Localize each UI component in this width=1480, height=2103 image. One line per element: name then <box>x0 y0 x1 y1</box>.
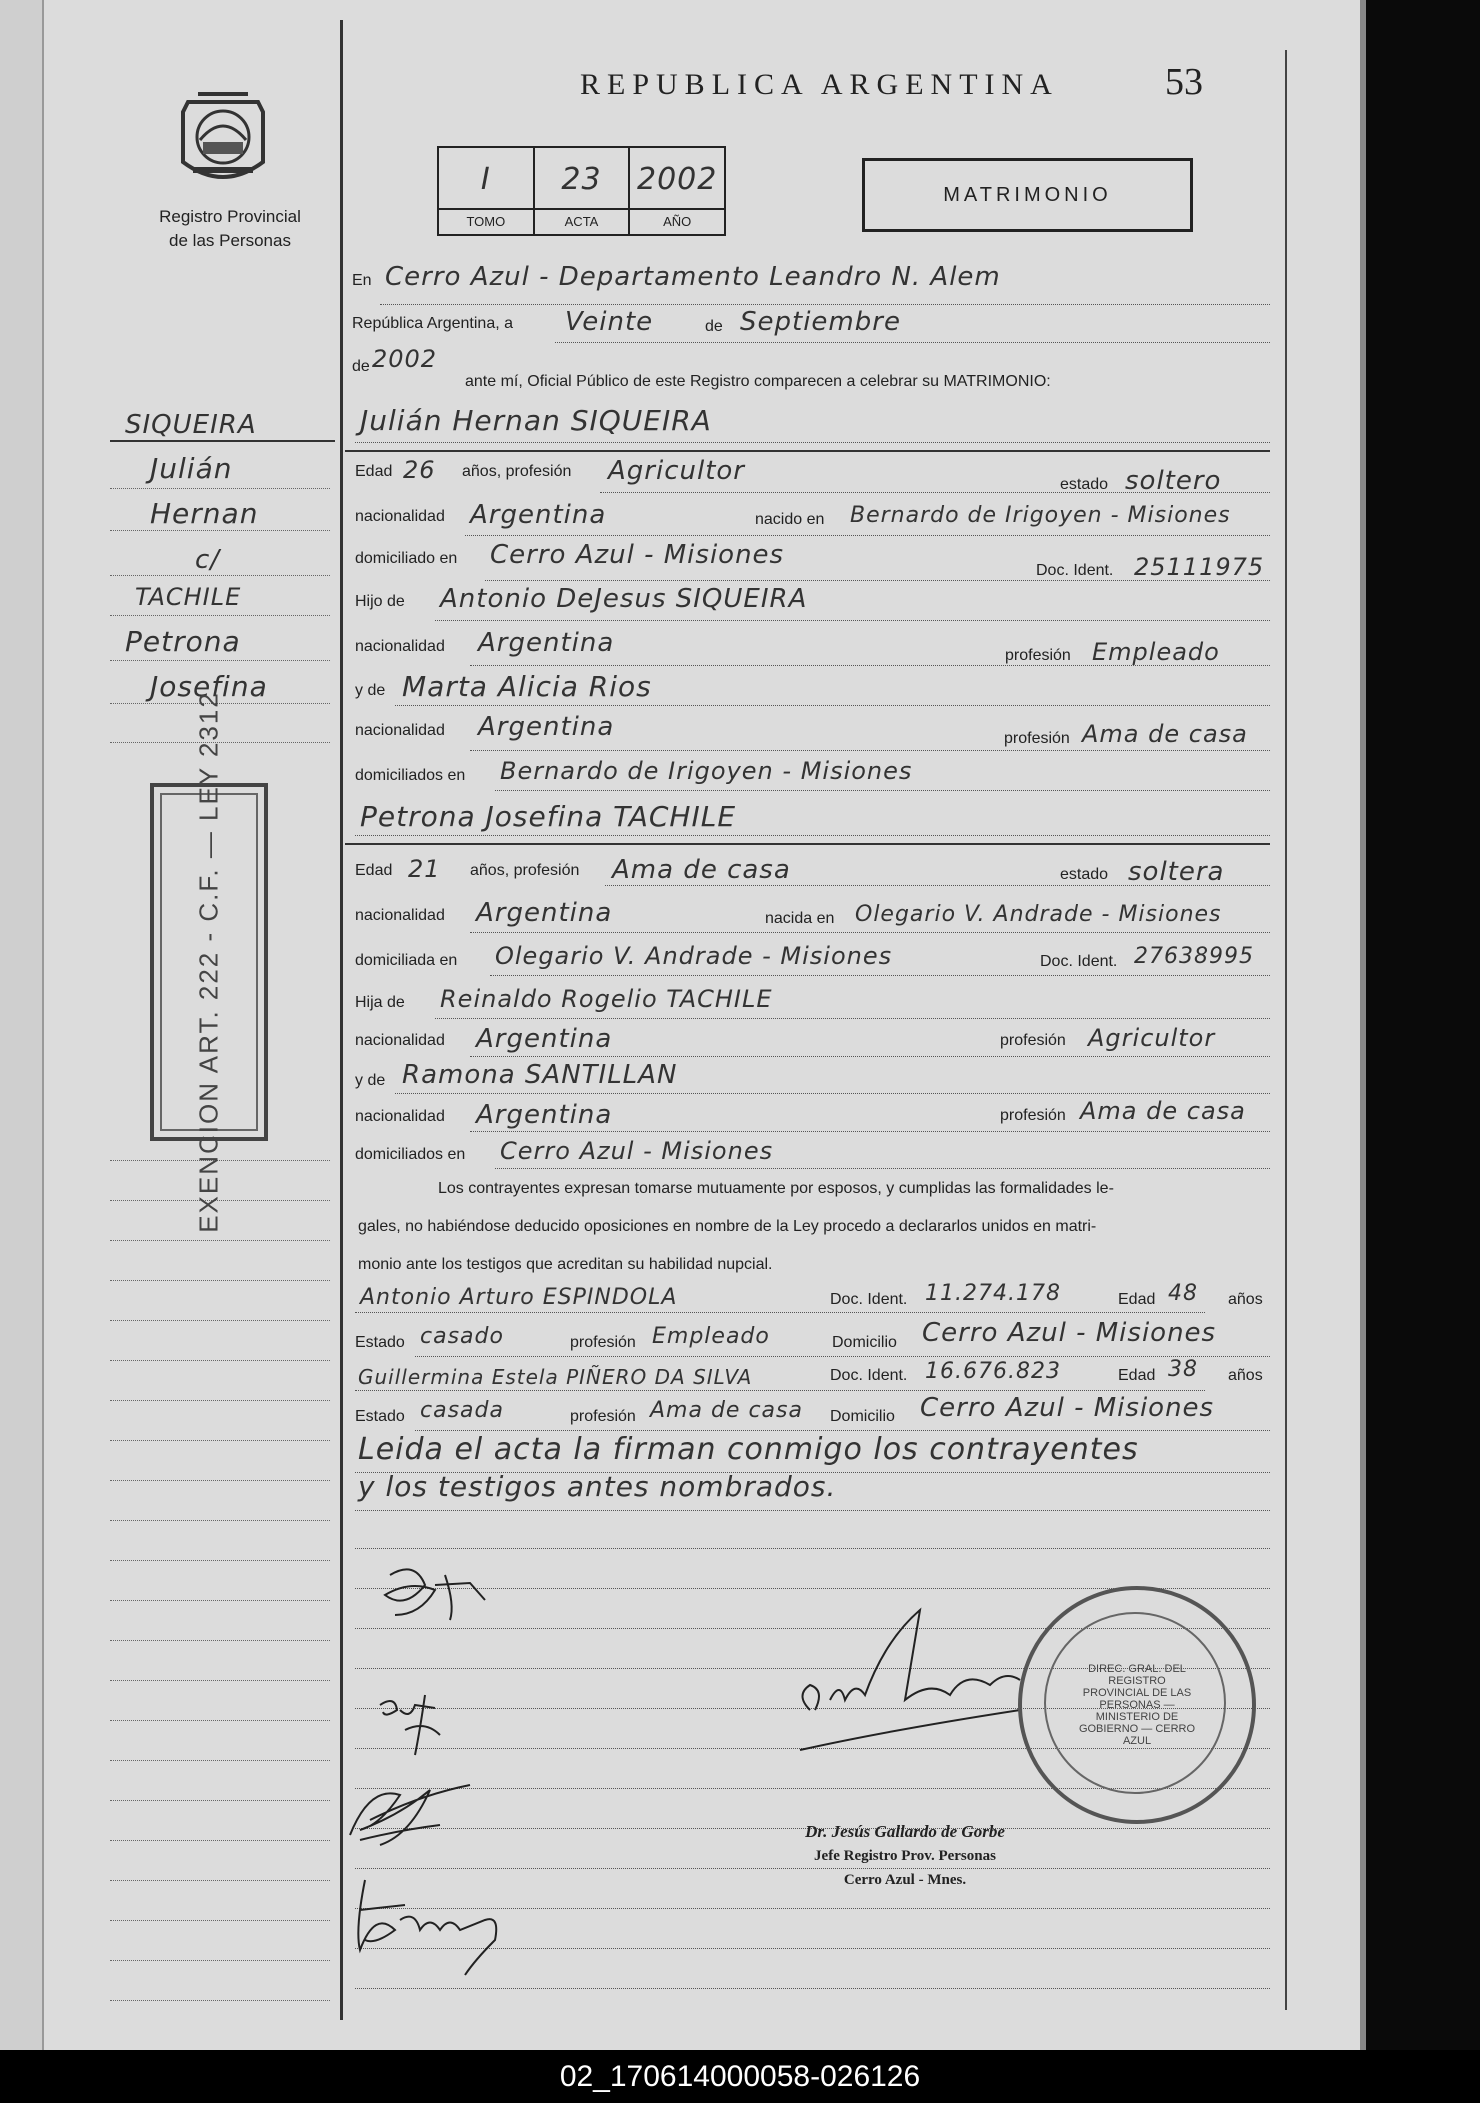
margin-rule <box>110 1280 330 1281</box>
bride-mother-nat: Argentina <box>476 1100 613 1130</box>
ante-text: ante mí, Oficial Público de este Registro comparecen a celebrar su MATRIMONIO: <box>465 373 1051 390</box>
margin-rule <box>110 1920 330 1921</box>
rule <box>470 932 1270 933</box>
witness2-profession: Ama de casa <box>650 1398 803 1423</box>
witness2-domicile: Cerro Azul - Misiones <box>920 1393 1215 1423</box>
rule <box>395 705 1270 706</box>
margin-hernan: Hernan <box>150 497 259 530</box>
margin-rule <box>110 1440 330 1441</box>
groom-father-prof: Empleado <box>1092 638 1220 666</box>
rule <box>605 885 1270 886</box>
estado-label: estado <box>1060 866 1109 883</box>
profesion-label: profesión <box>1005 647 1071 664</box>
margin-divider <box>340 20 343 2020</box>
official-stamp <box>740 1820 1070 1892</box>
declaration-line1: Los contrayentes expresan tomarse mutuamente por esposos, y cumplidas las formalidades le- <box>438 1180 1114 1197</box>
margin-tachile: TACHILE <box>135 583 242 611</box>
estado-label: estado <box>1060 476 1109 493</box>
profesion-label: profesión <box>1000 1032 1066 1049</box>
witness2-age: 38 <box>1168 1357 1198 1382</box>
profesion-label: profesión <box>570 1334 636 1351</box>
anos-label: años <box>1228 1367 1263 1384</box>
rule <box>415 1430 1270 1431</box>
groom-father-nat: Argentina <box>478 628 615 658</box>
nacionalidad-label: nacionalidad <box>355 508 445 525</box>
rule <box>355 442 1270 443</box>
groom-mother-prof: Ama de casa <box>1082 720 1248 748</box>
nacionalidad-label: nacionalidad <box>355 1108 445 1125</box>
doc-label: Doc. Ident. <box>830 1367 908 1384</box>
groom-profession: Agricultor <box>608 456 745 486</box>
official-place: Cerro Azul - Mnes. <box>843 1872 967 1888</box>
rule <box>485 580 1270 581</box>
rule <box>495 1168 1270 1169</box>
estado-label: Estado <box>355 1408 405 1425</box>
acta-box <box>437 146 726 236</box>
margin-rule <box>110 575 330 576</box>
margin-rule <box>110 1520 330 1521</box>
nacionalidad-label: nacionalidad <box>355 722 445 739</box>
witness2-estado: casada <box>420 1398 504 1423</box>
witness2-doc: 16.676.823 <box>925 1359 1061 1384</box>
rule <box>415 1356 1270 1357</box>
edad-label: Edad <box>355 862 393 879</box>
margin-rule <box>110 1680 330 1681</box>
margin-rule <box>110 1320 330 1321</box>
groom-father: Antonio DeJesus SIQUEIRA <box>440 584 808 614</box>
official-seal <box>1018 1586 1256 1824</box>
rule <box>435 1018 1270 1019</box>
domiciliados-label: domiciliados en <box>355 767 466 784</box>
profesion-label: profesión <box>1000 1107 1066 1124</box>
rule <box>395 1093 1270 1094</box>
de2-label: de <box>352 358 370 375</box>
groom-nationality: Argentina <box>470 500 607 530</box>
hija-label: Hija de <box>355 994 405 1011</box>
edad-label: Edad <box>1118 1367 1156 1384</box>
margin-rule <box>110 615 330 616</box>
witness1-profession: Empleado <box>652 1324 770 1349</box>
domicilio-label: Domicilio <box>830 1408 895 1425</box>
rule <box>435 620 1270 621</box>
tomo-label: TOMO <box>439 208 533 234</box>
nacida-label: nacida en <box>765 910 835 927</box>
registry-line2: de las Personas <box>169 231 291 250</box>
doc-label: Doc. Ident. <box>1040 953 1118 970</box>
hijo-label: Hijo de <box>355 593 405 610</box>
ano-value: 2002 <box>637 162 718 197</box>
groom-birthplace: Bernardo de Irigoyen - Misiones <box>850 503 1231 528</box>
ano-label: AÑO <box>630 208 724 234</box>
rule <box>470 1056 1270 1057</box>
margin-josefina: Josefina <box>150 670 268 703</box>
ano-cell <box>630 148 724 234</box>
section-rule <box>345 450 1270 452</box>
rule <box>380 304 1270 305</box>
signature-groom <box>375 1555 495 1625</box>
doc-label: Doc. Ident. <box>830 1291 908 1308</box>
rule <box>600 492 1270 493</box>
margin-rule <box>110 1640 330 1641</box>
declaration-line2: gales, no habiéndose deducido oposiciones en nombre de la Ley procedo a declararlos unidos en matri- <box>358 1218 1097 1235</box>
edad-label: Edad <box>1118 1291 1156 1308</box>
rule <box>495 790 1270 791</box>
margin-rule <box>110 440 335 442</box>
en-label: En <box>352 272 372 289</box>
groom-parents-dom: Bernardo de Irigoyen - Misiones <box>500 757 913 785</box>
signature-official <box>790 1600 1030 1760</box>
groom-mother: Marta Alicia Rios <box>402 670 652 703</box>
margin-rule <box>110 530 330 531</box>
acta-label: ACTA <box>535 208 629 234</box>
witness1-name: Antonio Arturo ESPINDOLA <box>360 1285 678 1310</box>
tomo-value: I <box>480 162 491 197</box>
margin-rule <box>110 1600 330 1601</box>
bride-father: Reinaldo Rogelio TACHILE <box>440 985 773 1013</box>
month: Septiembre <box>740 307 901 337</box>
groom-estado: soltero <box>1125 466 1222 496</box>
margin-rule <box>110 1720 330 1721</box>
bride-domicile: Olegario V. Andrade - Misiones <box>495 942 893 970</box>
margin-siqueira: SIQUEIRA <box>125 410 257 440</box>
bride-nationality: Argentina <box>476 898 613 928</box>
rule <box>555 342 1270 343</box>
rule <box>355 1510 1270 1511</box>
document-type: MATRIMONIO <box>862 158 1193 232</box>
rule <box>470 1131 1270 1132</box>
image-id: 02_170614000058-026126 <box>0 2050 1480 2103</box>
bride-birthplace: Olegario V. Andrade - Misiones <box>855 902 1222 927</box>
tomo-cell <box>439 148 535 234</box>
bride-estado: soltera <box>1128 857 1225 887</box>
official-name: Dr. Jesús Gallardo de Gorbe <box>805 1822 1005 1841</box>
bride-father-nat: Argentina <box>476 1024 613 1054</box>
seal-text: DIREC. GRAL. DEL REGISTRO PROVINCIAL DE LAS PERSONAS — MINISTERIO DE GOBIERNO — CERRO AZUL <box>1078 1663 1196 1747</box>
place: Cerro Azul - Departamento Leandro N. Alem <box>385 262 1001 292</box>
signature-witness2 <box>345 1870 535 1980</box>
edad-label: Edad <box>355 463 393 480</box>
closing-line2: y los testigos antes nombrados. <box>358 1470 837 1503</box>
yde-label: y de <box>355 682 386 699</box>
nacionalidad-label: nacionalidad <box>355 1032 445 1049</box>
de-label: de <box>705 318 723 335</box>
registry-line1: Registro Provincial <box>159 207 301 226</box>
bride-doc: 27638995 <box>1134 944 1254 969</box>
margin-rule <box>110 1760 330 1761</box>
domiciliado-label: domiciliado en <box>355 550 458 567</box>
bride-age: 21 <box>408 855 441 883</box>
closing-line1: Leida el acta la firman conmigo los contrayentes <box>358 1432 1139 1467</box>
doc-label: Doc. Ident. <box>1036 562 1114 579</box>
republica-label: República Argentina, a <box>352 315 513 332</box>
witness1-age: 48 <box>1168 1281 1198 1306</box>
section-rule <box>345 843 1270 845</box>
margin-rule <box>110 1360 330 1361</box>
groom-domicile: Cerro Azul - Misiones <box>490 540 785 570</box>
domiciliada-label: domiciliada en <box>355 952 458 969</box>
rule <box>355 1390 1205 1391</box>
bride-profession: Ama de casa <box>612 855 791 885</box>
page-number: 53 <box>1165 61 1203 103</box>
registry-name <box>130 205 330 253</box>
declaration-line3: monio ante los testigos que acreditan su habilidad nupcial. <box>358 1256 773 1273</box>
bride-father-prof: Agricultor <box>1088 1024 1216 1052</box>
groom-doc: 25111975 <box>1134 553 1265 581</box>
rule <box>470 750 1270 751</box>
nacionalidad-label: nacionalidad <box>355 907 445 924</box>
domiciliados-label: domiciliados en <box>355 1146 466 1163</box>
margin-rule <box>110 1800 330 1801</box>
margin-rule <box>110 488 330 489</box>
margin-rule <box>110 1880 330 1881</box>
groom-name: Julián Hernan SIQUEIRA <box>360 404 712 437</box>
witness1-estado: casado <box>420 1324 504 1349</box>
bride-mother-prof: Ama de casa <box>1080 1097 1246 1125</box>
signature-bride <box>375 1690 465 1760</box>
book-spine <box>0 0 44 2050</box>
day: Veinte <box>565 307 654 337</box>
margin-rule <box>110 2000 330 2001</box>
rule <box>490 975 1270 976</box>
stamp-text: EXENCION ART. 222 - C.F. — LEY 2312 <box>193 691 224 1233</box>
profesion-label: profesión <box>1004 730 1070 747</box>
right-divider <box>1285 50 1287 2010</box>
estado-label: Estado <box>355 1334 405 1351</box>
yde-label: y de <box>355 1072 386 1089</box>
margin-petrona: Petrona <box>125 625 241 658</box>
margin-rule <box>110 1400 330 1401</box>
provincial-seal-icon <box>168 82 278 192</box>
rule <box>355 835 1270 836</box>
nacionalidad-label: nacionalidad <box>355 638 445 655</box>
margin-rule <box>110 1840 330 1841</box>
exemption-stamp <box>150 691 268 1233</box>
witness1-domicile: Cerro Azul - Misiones <box>922 1318 1217 1348</box>
anos-label: años <box>1228 1291 1263 1308</box>
profesion-label: profesión <box>570 1408 636 1425</box>
bride-name: Petrona Josefina TACHILE <box>360 800 737 833</box>
bride-mother: Ramona SANTILLAN <box>402 1060 678 1090</box>
rule <box>355 1548 1270 1549</box>
margin-rule <box>110 1480 330 1481</box>
witness1-doc: 11.274.178 <box>925 1281 1061 1306</box>
bride-parents-dom: Cerro Azul - Misiones <box>500 1137 774 1165</box>
margin-rule <box>110 1960 330 1961</box>
margin-rule <box>110 1560 330 1561</box>
groom-mother-nat: Argentina <box>478 712 615 742</box>
official-title: Jefe Registro Prov. Personas <box>814 1848 996 1864</box>
acta-value: 23 <box>561 162 602 197</box>
rule <box>465 535 1270 536</box>
rule <box>355 1988 1270 1989</box>
signature-witness1 <box>340 1775 480 1855</box>
domicilio-label: Domicilio <box>832 1334 897 1351</box>
margin-rule <box>110 660 330 661</box>
anos-profesion-label: años, profesión <box>470 862 580 879</box>
year: 2002 <box>372 345 438 373</box>
margin-rule <box>110 1240 330 1241</box>
witness2-name: Guillermina Estela PIÑERO DA SILVA <box>358 1365 753 1389</box>
groom-age: 26 <box>403 456 436 484</box>
rule <box>470 665 1270 666</box>
margin-con: c/ <box>195 545 221 575</box>
anos-profesion-label: años, profesión <box>462 463 572 480</box>
rule <box>355 1312 1205 1313</box>
margin-julian: Julián <box>150 452 233 485</box>
header-title: REPUBLICA ARGENTINA <box>580 68 1059 101</box>
nacido-label: nacido en <box>755 511 825 528</box>
acta-cell <box>535 148 631 234</box>
